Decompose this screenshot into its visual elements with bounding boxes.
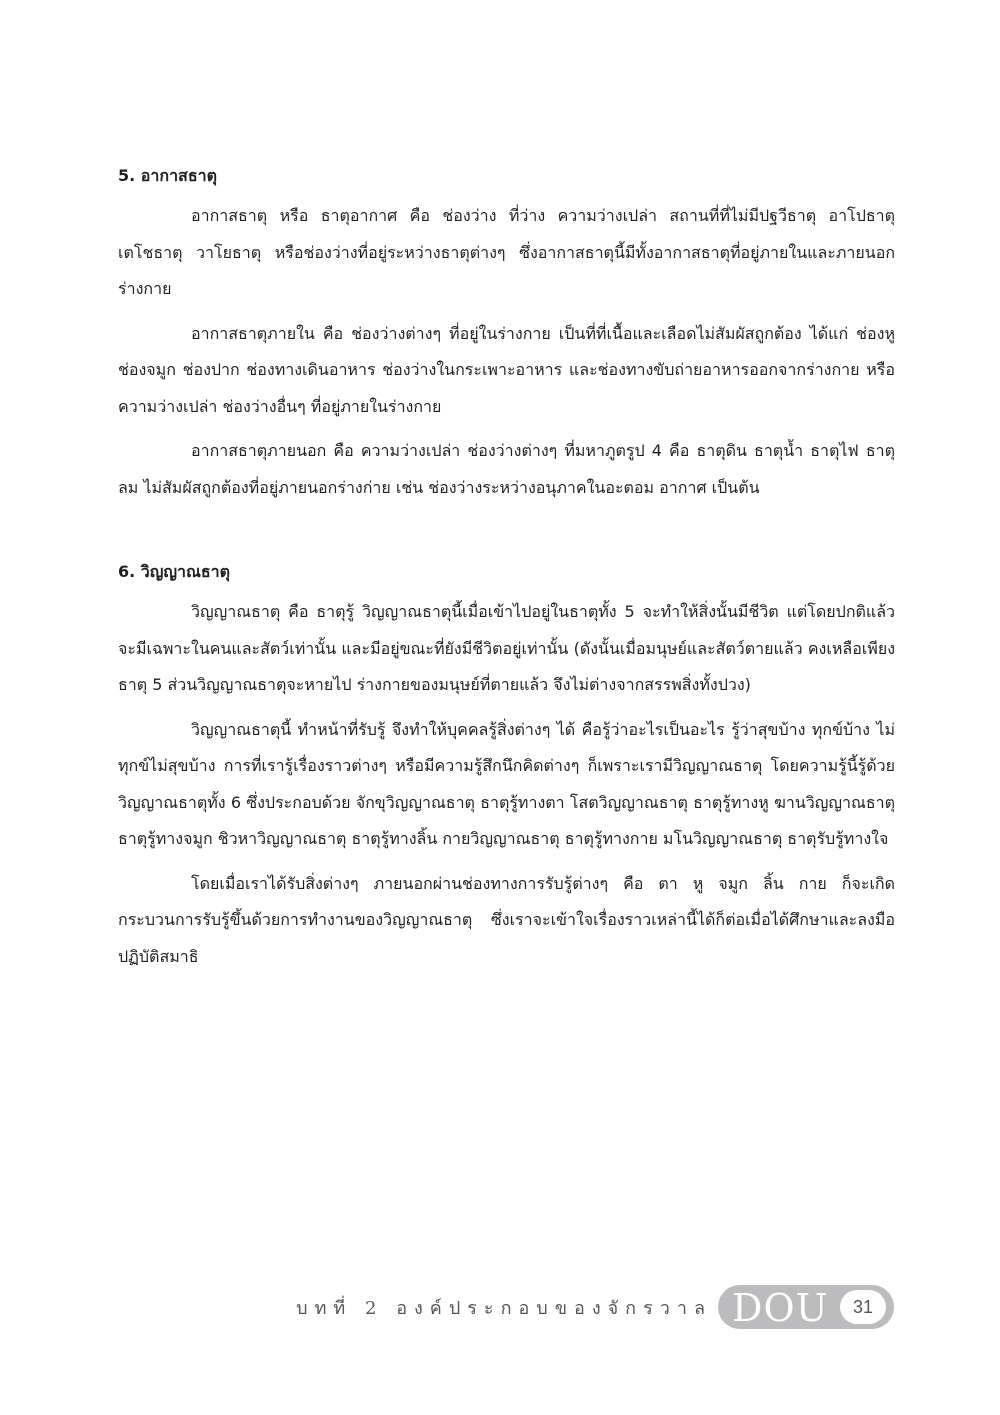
section-akasa-dhatu (118, 158, 895, 506)
paragraph: อากาสธาตุ หรือ ธาตุอากาศ คือ ช่องว่าง ที่ว่าง ความว่างเปล่า สถานที่ที่ไม่มีปฐวีธาตุ อาโปธาตุ เตโชธาตุ วาโยธาตุ หรือช่องว่างที่อยู่ระหว่างธาตุต่างๆ ซึ่งอากาสธาตุนี้มีทั้งอากาสธาตุที่อยู่ภายในและภายนอกร่างกาย (118, 206, 895, 298)
page-badge (718, 1285, 894, 1329)
paragraph: วิญญาณธาตุ คือ ธาตุรู้ วิญญาณธาตุนี้เมื่อเข้าไปอยู่ในธาตุทั้ง 5 จะทำให้สิ่งนั้นมีชีวิต แต่โดยปกติแล้ว จะมีเฉพาะในคนและสัตว์เท่านั้น และมีอยู่ขณะที่ยังมีชีวิตอยู่เท่านั้น (ดังนั้นเมื่อมนุษย์และสัตว์ตายแล้ว คงเหลือเพียงธาตุ 5 ส่วนวิญญาณธาตุจะหายไป ร่างกายของมนุษย์ที่ตายแล้ว จึงไม่ต่างจากสรรพสิ่งทั้งปวง) (118, 602, 895, 694)
paragraph: โดยเมื่อเราได้รับสิ่งต่างๆ ภายนอกผ่านช่องทางการรับรู้ต่างๆ คือ ตา หู จมูก ลิ้น กาย ก็จะเกิดกระบวนการรับรู้ขึ้นด้วยการทำงานของวิญญาณธาตุ ซึ่งเราจะเข้าใจเรื่องราวเหล่านี้ได้ก็ต่อเมื่อได้ศึกษาและลงมือปฏิบัติสมาธิ (118, 873, 895, 966)
chapter-title: บทที่ 2 องค์ประกอบของจักรวาล (296, 1298, 712, 1319)
dou-logo: DOU (732, 1286, 829, 1330)
paragraph: วิญญาณธาตุนี้ ทำหน้าที่รับรู้ จึงทำให้บุคคลรู้สิ่งต่างๆ ได้ คือรู้ว่าอะไรเป็นอะไร รู้ว่าสุขบ้าง ทุกข์บ้าง ไม่ทุกข์ไม่สุขบ้าง การที่เรารู้เรื่องราวต่างๆ หรือมีความรู้สึกนึกคิดต่างๆ ก็เพราะเรามีวิญญาณธาตุ โดยความรู้นี้รู้ด้วยวิญญาณธาตุทั้ง 6 ซึ่งประกอบด้วย จักขุวิญญาณธาตุ ธาตุรู้ทางตา โสตวิญญาณธาตุ ธาตุรู้ทางหู ฆานวิญญาณธาตุ ธาตุรู้ทางจมูก ชิวหาวิญญาณธาตุ ธาตุรู้ทางลิ้น กายวิญญาณธาตุ ธาตุรู้ทางกาย มโนวิญญาณธาตุ ธาตุรับรู้ทางใจ (118, 719, 896, 848)
paragraph: อากาสธาตุภายนอก คือ ความว่างเปล่า ช่องว่างต่างๆ ที่มหาภูตรูป 4 คือ ธาตุดิน ธาตุน้ำ ธาตุไฟ ธาตุลม ไม่สัมผัสถูกต้องที่อยู่ภายนอกร่างก่าย เช่น ช่องว่างระหว่างอนุภาคในอะตอม อากาศ เป็นต้น (118, 441, 895, 497)
section-heading: 6. วิญญาณธาตุ (118, 562, 230, 581)
section-heading: 5. อากาสธาตุ (118, 166, 217, 185)
page-content (118, 158, 895, 983)
page-number: 31 (840, 1290, 886, 1324)
page-footer (296, 1283, 900, 1331)
section-vinnana-dhatu (118, 554, 895, 975)
paragraph: อากาสธาตุภายใน คือ ช่องว่างต่างๆ ที่อยู่ในร่างกาย เป็นที่ที่เนื้อและเลือดไม่สัมผัสถูกต้อง ได้แก่ ช่องหู ช่องจมูก ช่องปาก ช่องทางเดินอาหาร ช่องว่างในกระเพาะอาหาร และช่องทางขับถ่ายอาหารออกจากร่างกาย หรือความว่างเปล่า ช่องว่างอื่นๆ ที่อยู่ภายในร่างกาย (118, 323, 895, 416)
